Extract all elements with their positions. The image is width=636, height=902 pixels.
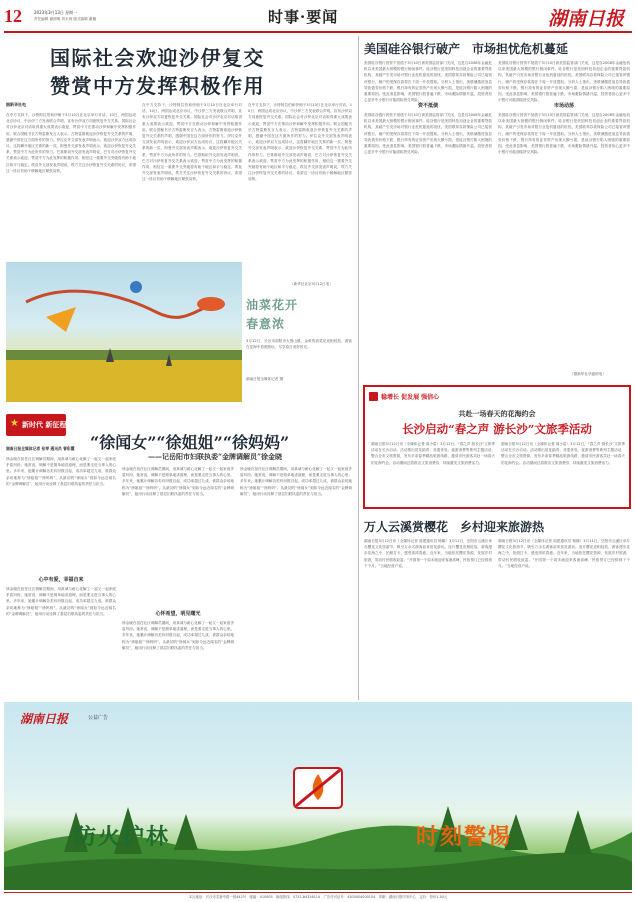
photo-caption-text: 3月12日，长沙市浏阳市大围山镇，金黄的油菜花竞相绽放，游客在花海中拍照游玩，尽享春日美好时光。 <box>246 339 352 350</box>
bank-body-col-1b: 美国硅谷银行因资不抵债于3月10日被美国监管部门关闭，这是自2008年金融危机以来美国最大规模的银行倒闭事件。硅谷银行是美国科技初创企业的重要贷款机构，其破产引发市场对银行业危机蔓延的担忧。美国联邦存款保险公司已接管该银行，储户的受保存款将在下周一开放提取。分析人士指出，美联储激进加息导致债券价格下跌，银行持有的证券资产出现大额亏损，是硅谷银行陷入困境的重要原因。受此消息影响，美国银行股普遍下跌，市场避险情绪升温，投资者担心更多中小银行可能面临挤兑风险。 <box>364 113 492 155</box>
article-source: 据新华社电 <box>6 102 26 107</box>
campaign-logo-text: 稳增长 促发展 强信心 <box>381 394 440 401</box>
ad-slogan-right: 时刻警惕 <box>416 824 513 850</box>
photo-kite-festival <box>6 262 242 402</box>
fire-safety-ad <box>4 702 632 890</box>
profile-subhead-2: 心怀希望，明见曙光 <box>155 611 201 617</box>
newspaper-logo: 湖南日报 <box>548 8 625 30</box>
masthead <box>0 0 636 30</box>
forest-art <box>4 702 632 890</box>
profile-headline: “徐闻女”“徐姐姐”“徐妈妈” <box>90 433 290 452</box>
box-kicker: 共赴一场春天的花海约会 <box>458 409 536 418</box>
ad-slogan-left: 防火护林 <box>74 824 171 850</box>
profile-subheadline: ——记岳阳市妇联执委“金牌调解员”徐金晓 <box>148 452 283 461</box>
headline-line-2: 赞赏中方发挥积极作用 <box>50 74 265 98</box>
article-body-col-1: 在中方支持下，沙特阿拉伯和伊朗于3月10日在北京举行对话，10日，两国达成北京协议，中沙伊三方发表联合声明，宣布沙伊双方同意恢复外交关系。国际社会对沙伊北京对话取得重大成果表示欢迎，赞赏中方在推动沙伊和解中发挥积极作用。联合国秘书长古特雷斯发言人表示，古特雷斯欢迎沙伊恢复外交关系的声明，感谢中国在这方面所作的努力。伊拉克外交部发表声明表示，欢迎沙伊双方达成协议，这将翻开地区关系的新一页。阿曼外交部发表声明表示，欢迎沙伊恢复外交关系，赞赏中方为此所作的努力。巴基斯坦外交部发表声明说，巴方对沙伊恢复外交关系表示欢迎，赞赏中方为此发挥的积极作用，相信这一重要外交突破将有助于地区和平与稳定。埃及外交部发表声明说，埃方关注沙伊恢复外交关系的协议，希望这一协议有助于缓解地区紧张局势。 <box>6 113 136 173</box>
series-banner <box>6 414 66 436</box>
staff-line: 责任编辑 谢照明 刘永林 版式编辑 谢璐 <box>34 17 97 21</box>
bank-body-col-1a: 美国硅谷银行因资不抵债于3月10日被美国监管部门关闭，这是自2008年金融危机以来美国最大规模的银行倒闭事件。硅谷银行是美国科技初创企业的重要贷款机构，其破产引发市场对银行业危机蔓延的担忧。美国联邦存款保险公司已接管该银行，储户的受保存款将在下周一开放提取。分析人士指出，美联储激进加息导致债券价格下跌，银行持有的证券资产出现大额亏损，是硅谷银行陷入困境的重要原因。受此消息影响，美国银行股普遍下跌，市场避险情绪升温，投资者担心更多中小银行可能面临挤兑风险。 <box>364 61 492 103</box>
bank-headline: 美国硅谷银行破产 市场担忧危机蔓延 <box>364 42 569 56</box>
profile-body-col-2: 徐金晓在担任社区调解员期间，用真诚与耐心化解了一起又一起家庭矛盾纠纷。她常说，调解不是简单地讲道理，而是要走进当事人的心里。多年来，她累计调解各类纠纷数百起，成功率超过九成，被群众亲切地称为“徐姐姐”“徐妈妈”。从最初的“徐闻女”到如今远近闻名的“金牌调解员”，她用行动诠释了基层妇联执委的责任与担当。 <box>122 467 234 496</box>
profile-subhead-1: 心中有爱，幸福自来 <box>38 577 84 583</box>
bank-subhead-1: 资不抵债 <box>417 103 438 109</box>
bank-body-col-2a: 美国硅谷银行因资不抵债于3月10日被美国监管部门关闭，这是自2008年金融危机以来美国最大规模的银行倒闭事件。硅谷银行是美国科技初创企业的重要贷款机构，其破产引发市场对银行业危机蔓延的担忧。美国联邦存款保险公司已接管该银行，储户的受保存款将在下周一开放提取。分析人士指出，美联储激进加息导致债券价格下跌，银行持有的证券资产出现大额亏损，是硅谷银行陷入困境的重要原因。受此消息影响，美国银行股普遍下跌，市场避险情绪升温，投资者担心更多中小银行可能面临挤兑风险。 <box>498 61 630 103</box>
banner-star-icon: ★ <box>10 418 19 429</box>
page-number: 12 <box>4 6 22 26</box>
culture-tourism-box <box>363 385 631 509</box>
bank-body-col-2b: 美国硅谷银行因资不抵债于3月10日被美国监管部门关闭，这是自2008年金融危机以来美国最大规模的银行倒闭事件。硅谷银行是美国科技初创企业的重要贷款机构，其破产引发市场对银行业危机蔓延的担忧。美国联邦存款保险公司已接管该银行，储户的受保存款将在下周一开放提取。分析人士指出，美联储激进加息导致债券价格下跌，银行持有的证券资产出现大额亏损，是硅谷银行陷入困境的重要原因。受此消息影响，美国银行股普遍下跌，市场避险情绪升温，投资者担心更多中小银行可能面临挤兑风险。 <box>498 113 630 155</box>
footer-text: 本社地址：长沙市芙蓉中路一段442号 邮编：410005 新闻热线：0731-84326114 广告许可证号：4300004000154 印刷：湖南日报印务中心 定价：每份1.50元 <box>188 895 448 899</box>
article-credit: （新华社北京3月12日电） <box>290 282 333 286</box>
cherry-headline: 万人云溪赏樱花 乡村迎来旅游热 <box>364 520 545 534</box>
profile-byline: 湖南日报全媒体记者 张琴 通讯员 曾彩霞 <box>6 446 75 451</box>
ad-brand-logo: 湖南日报 <box>20 712 69 726</box>
series-banner-text: 新时代 新征程 <box>22 420 67 429</box>
box-headline: 长沙启动“春之声 游长沙”文旅季活动 <box>402 422 592 436</box>
box-body-col-1: 湖南日报3月12日讯（全媒体记者 周小雷）3月12日，“春之声 游长沙”文旅季活动在长沙启动。活动推出赏花踏青、非遗体验、夜游消费等系列主题活动，整合全市文旅资源，发布多条春季精品旅游线路，邀请市民游客共赴一场春天的花海约会。活动期间还将推出文旅消费券，持续激发文旅消费活力。 <box>371 442 495 465</box>
cherry-body-col-1: 湖南日报3月12日讯（全媒体记者 周建通讯员 杨娜）3月11日，岳阳市云溪区举办樱花文化旅游节，吸引万余名游客前来赏花游玩。连片樱花竞相绽放，游客漫步花海之中，拍照打卡，感受浓浓春意。近年来，当地依托樱花资源，发展乡村旅游，带动村民增收致富。“开园第一个周末就迎来客流高峰，民宿预订已经排到下个月。”当地经营户说。 <box>364 539 492 568</box>
profile-body-col-2b: 徐金晓在担任社区调解员期间，用真诚与耐心化解了一起又一起家庭矛盾纠纷。她常说，调解不是简单地讲道理，而是要走进当事人的心里。多年来，她累计调解各类纠纷数百起，成功率超过九成，被群众亲切地称为“徐姐姐”“徐妈妈”。从最初的“徐闻女”到如今远近闻名的“金牌调解员”，她用行动诠释了基层妇联执委的责任与担当。 <box>122 621 234 650</box>
photo-caption-credit: 湖南日报全媒体记者 摄 <box>246 377 284 381</box>
photo-caption-title-2: 春意浓 <box>246 317 286 331</box>
article-body-col-2: 在中方支持下，沙特阿拉伯和伊朗于3月10日在北京举行对话，10日，两国达成北京协议，中沙伊三方发表联合声明，宣布沙伊双方同意恢复外交关系。国际社会对沙伊北京对话取得重大成果表示欢迎，赞赏中方在推动沙伊和解中发挥积极作用。联合国秘书长古特雷斯发言人表示，古特雷斯欢迎沙伊恢复外交关系的声明，感谢中国在这方面所作的努力。伊拉克外交部发表声明表示，欢迎沙伊双方达成协议，这将翻开地区关系的新一页。阿曼外交部发表声明表示，欢迎沙伊恢复外交关系，赞赏中方为此所作的努力。巴基斯坦外交部发表声明说，巴方对沙伊恢复外交关系表示欢迎，赞赏中方为此发挥的积极作用，相信这一重要外交突破将有助于地区和平与稳定。埃及外交部发表声明说，埃方关注沙伊恢复外交关系的协议，希望这一协议有助于缓解地区紧张局势。 <box>142 103 242 182</box>
bank-subhead-2: 市场动荡 <box>553 103 574 109</box>
masthead-rule <box>4 31 632 33</box>
photo-caption <box>246 296 352 400</box>
profile-body-col-3: 徐金晓在担任社区调解员期间，用真诚与耐心化解了一起又一起家庭矛盾纠纷。她常说，调解不是简单地讲道理，而是要走进当事人的心里。多年来，她累计调解各类纠纷数百起，成功率超过九成，被群众亲切地称为“徐姐姐”“徐妈妈”。从最初的“徐闻女”到如今远近闻名的“金牌调解员”，她用行动诠释了基层妇联执委的责任与担当。 <box>240 467 352 496</box>
footer-rule <box>4 892 632 893</box>
column-divider <box>358 36 359 700</box>
campaign-chart-icon <box>369 392 378 401</box>
date-line: 2023年3月13日 星期一 <box>34 10 78 15</box>
headline-line-1: 国际社会欢迎沙伊复交 <box>50 46 265 70</box>
photo-caption-title-1: 油菜花开 <box>246 298 299 312</box>
section-title: 时事·要闻 <box>268 8 339 26</box>
article-body-col-3: 在中方支持下，沙特阿拉伯和伊朗于3月10日在北京举行对话，10日，两国达成北京协议，中沙伊三方发表联合声明，宣布沙伊双方同意恢复外交关系。国际社会对沙伊北京对话取得重大成果表示欢迎，赞赏中方在推动沙伊和解中发挥积极作用。联合国秘书长古特雷斯发言人表示，古特雷斯欢迎沙伊恢复外交关系的声明，感谢中国在这方面所作的努力。伊拉克外交部发表声明表示，欢迎沙伊双方达成协议，这将翻开地区关系的新一页。阿曼外交部发表声明表示，欢迎沙伊恢复外交关系，赞赏中方为此所作的努力。巴基斯坦外交部发表声明说，巴方对沙伊恢复外交关系表示欢迎，赞赏中方为此发挥的积极作用，相信这一重要外交突破将有助于地区和平与稳定。埃及外交部发表声明说，埃方关注沙伊恢复外交关系的协议，希望这一协议有助于缓解地区紧张局势。 <box>248 103 352 182</box>
cherry-body-col-2: 湖南日报3月12日讯（全媒体记者 周建通讯员 杨娜）3月11日，岳阳市云溪区举办樱花文化旅游节，吸引万余名游客前来赏花游玩。连片樱花竞相绽放，游客漫步花海之中，拍照打卡，感受浓浓春意。近年来，当地依托樱花资源，发展乡村旅游，带动村民增收致富。“开园第一个周末就迎来客流高峰，民宿预订已经排到下个月。”当地经营户说。 <box>498 539 630 568</box>
ad-tag: 公益广告 <box>88 715 109 721</box>
bank-credit: （据新华社华盛顿电） <box>570 372 606 376</box>
kite-photo-art <box>6 262 242 402</box>
profile-body-col-1b: 徐金晓在担任社区调解员期间，用真诚与耐心化解了一起又一起家庭矛盾纠纷。她常说，调解不是简单地讲道理，而是要走进当事人的心里。多年来，她累计调解各类纠纷数百起，成功率超过九成，被群众亲切地称为“徐姐姐”“徐妈妈”。从最初的“徐闻女”到如今远近闻名的“金牌调解员”，她用行动诠释了基层妇联执委的责任与担当。 <box>6 587 116 616</box>
profile-body-col-1a: 徐金晓在担任社区调解员期间，用真诚与耐心化解了一起又一起家庭矛盾纠纷。她常说，调解不是简单地讲道理，而是要走进当事人的心里。多年来，她累计调解各类纠纷数百起，成功率超过九成，被群众亲切地称为“徐姐姐”“徐妈妈”。从最初的“徐闻女”到如今远近闻名的“金牌调解员”，她用行动诠释了基层妇联执委的责任与担当。 <box>6 457 116 486</box>
box-body-col-2: 湖南日报3月12日讯（全媒体记者 周小雷）3月12日，“春之声 游长沙”文旅季活动在长沙启动。活动推出赏花踏青、非遗体验、夜游消费等系列主题活动，整合全市文旅资源，发布多条春季精品旅游线路，邀请市民游客共赴一场春天的花海约会。活动期间还将推出文旅消费券，持续激发文旅消费活力。 <box>501 442 625 465</box>
campaign-logo <box>369 391 479 403</box>
